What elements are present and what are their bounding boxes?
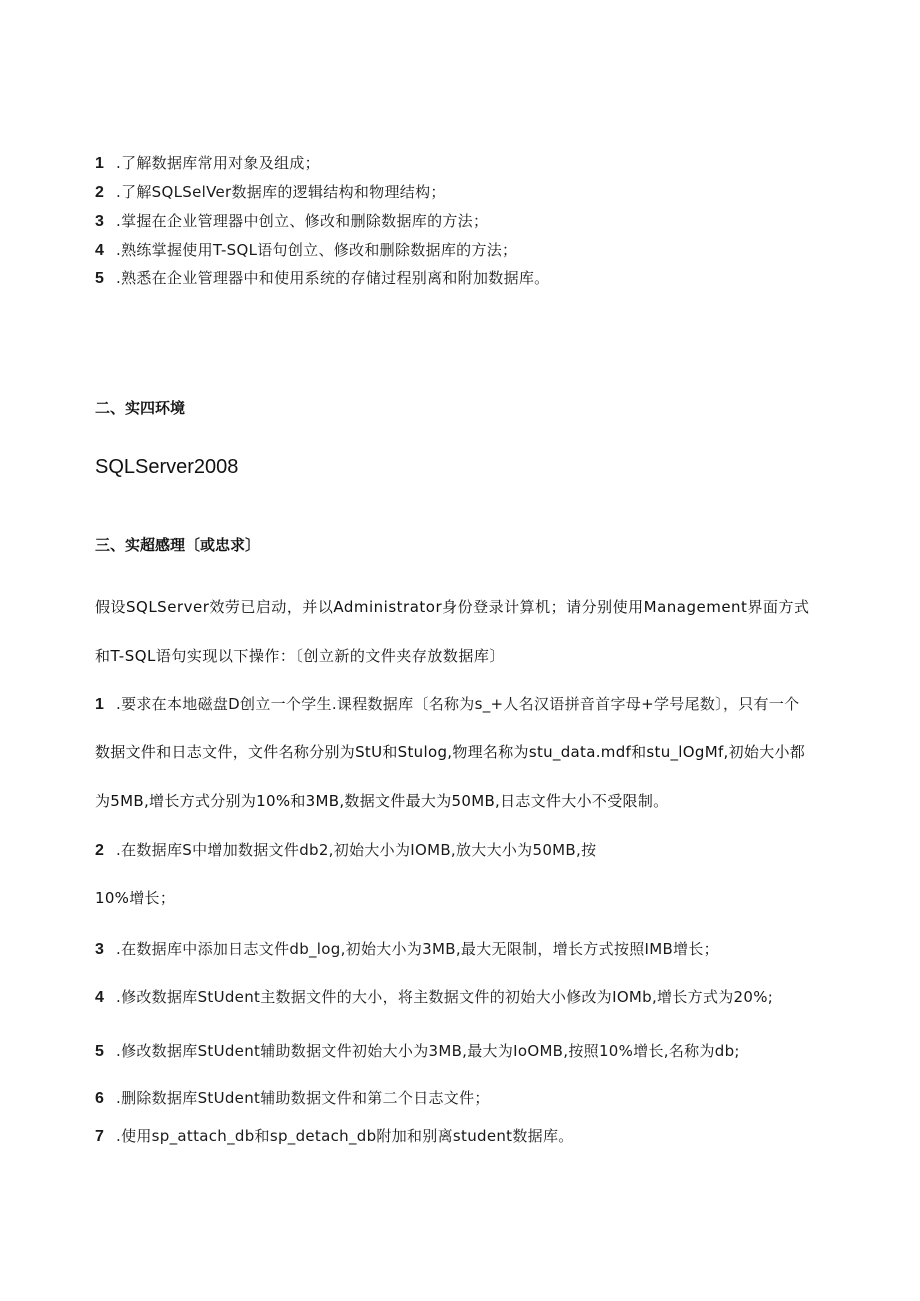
section-heading-environment: 二、实四环境 <box>95 399 186 417</box>
task-item-4 <box>95 987 773 1008</box>
item-text: .要求在本地磁盘D创立一个学生.课程数据库〔名称为s_+人名汉语拼音首字母+学号尾数〕，只有一个 <box>116 695 800 713</box>
item-number: 1 <box>95 696 104 713</box>
item-number: 5 <box>95 270 104 287</box>
objective-item <box>95 268 549 289</box>
item-text: .修改数据库StUdent主数据文件的大小，将主数据文件的初始大小修改为IOMb,增长方式为20%; <box>116 988 774 1006</box>
intro-line-1: 假设SQLServer效劳已启动，并以Administrator身份登录计算机；请分别使用Management界面方式 <box>95 598 810 616</box>
item-number: 4 <box>95 989 104 1006</box>
task-item-6 <box>95 1088 490 1109</box>
item-number: 3 <box>95 941 104 958</box>
item-text: .使用sp_attach_db和sp_detach_db附加和别离student数据库。 <box>116 1127 574 1145</box>
task-item-5 <box>95 1041 740 1062</box>
item-number: 2 <box>95 842 104 859</box>
section-heading-requirements: 三、实超感理〔或忠求〕 <box>95 536 261 554</box>
item-number: 1 <box>95 155 104 172</box>
item-text: .删除数据库StUdent辅助数据文件和第二个日志文件； <box>116 1089 490 1107</box>
item-text: .修改数据库StUdent辅助数据文件初始大小为3MB,最大为IoOMB,按照10%增长,名称为db; <box>116 1042 740 1060</box>
item-number: 4 <box>95 242 104 259</box>
objective-item <box>95 211 488 232</box>
item-number: 2 <box>95 184 104 201</box>
task-item-3 <box>95 939 719 960</box>
task-item-7 <box>95 1126 574 1147</box>
task-item-1 <box>95 694 799 715</box>
item-text: .熟悉在企业管理器中和使用系统的存储过程别离和附加数据库。 <box>116 269 550 287</box>
item-text: .掌握在企业管理器中创立、修改和删除数据库的方法； <box>116 212 489 230</box>
objective-item <box>95 182 446 203</box>
item-number: 6 <box>95 1090 104 1107</box>
item-text: .在数据库S中增加数据文件db2,初始大小为IOMB,放大大小为50MB,按 <box>116 841 597 859</box>
objective-item <box>95 240 517 261</box>
environment-text: SQLServer2008 <box>95 456 239 478</box>
intro-line-2: 和T-SQL语句实现以下操作：〔创立新的文件夹存放数据库〕 <box>95 647 505 665</box>
task-2-line-2: 10%增长； <box>95 889 176 907</box>
item-text: .在数据库中添加日志文件db_log,初始大小为3MB,最大无限制，增长方式按照IMB增长； <box>116 940 719 958</box>
item-text: .了解SQLSelVer数据库的逻辑结构和物理结构； <box>116 183 446 201</box>
item-text: .了解数据库常用对象及组成； <box>116 154 320 172</box>
task-item-2 <box>95 840 596 861</box>
item-number: 5 <box>95 1043 104 1060</box>
item-number: 7 <box>95 1128 104 1145</box>
item-number: 3 <box>95 213 104 230</box>
task-1-line-2: 数据文件和日志文件，文件名称分别为StU和Stulog,物理名称为stu_data.mdf和stu_lOgMf,初始大小都 <box>95 743 806 761</box>
item-text: .熟练掌握使用T-SQL语句创立、修改和删除数据库的方法； <box>116 241 518 259</box>
objective-item <box>95 153 320 174</box>
task-1-line-3: 为5MB,增长方式分别为10%和3MB,数据文件最大为50MB,日志文件大小不受限制。 <box>95 792 669 810</box>
